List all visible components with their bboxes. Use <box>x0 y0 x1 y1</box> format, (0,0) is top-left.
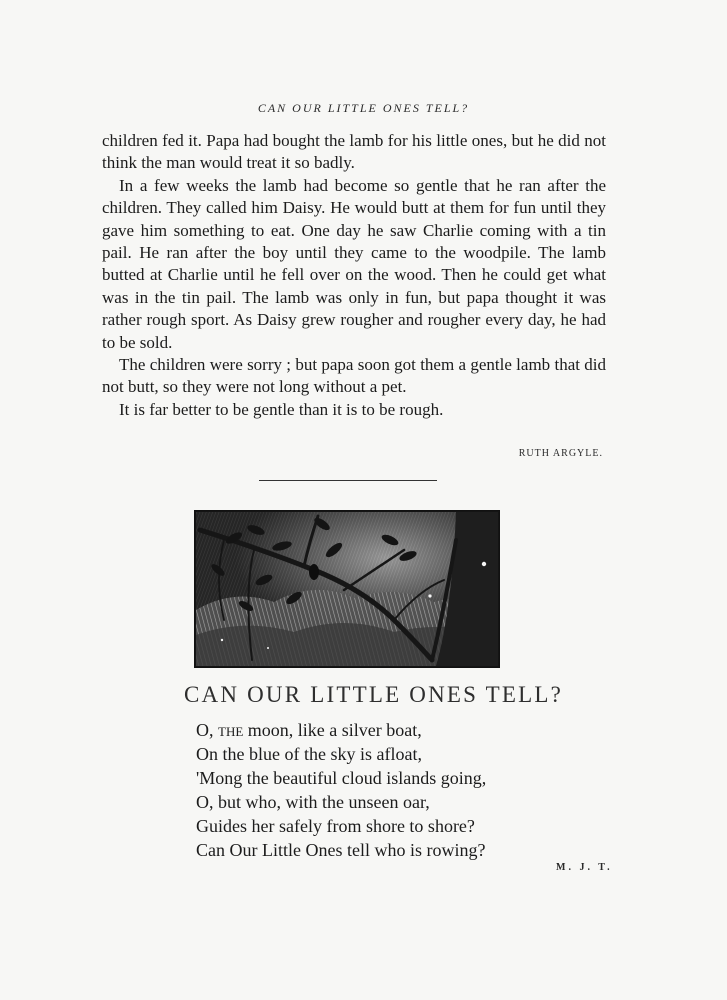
poem-stanza <box>196 718 486 862</box>
poem-signature: M. J. T. <box>556 862 613 873</box>
poem-line-opening: O, <box>196 720 218 740</box>
story-paragraph: The children were sorry ; but papa soon got them a gentle lamb that did not butt, so they were not long without a pet. <box>102 355 606 397</box>
poem-line: Can Our Little Ones tell who is rowing? <box>196 840 486 860</box>
poem-line: 'Mong the beautiful cloud islands going, <box>196 768 487 788</box>
poem-title: CAN OUR LITTLE ONES TELL? <box>184 682 564 707</box>
running-head: CAN OUR LITTLE ONES TELL? <box>257 101 470 115</box>
story-paragraph: In a few weeks the lamb had become so gentle that he ran after the children. They called him Daisy. He would butt at them for fun until they gave him something to eat. One day he saw Charlie coming with a tin pail. He ran after the boy until they came to the woodpile. The lamb butted at Charlie until he fell over on the wood. Then he could get what was in the tin pail. The lamb was only in fun, but papa thought it was rather rough sport. As Daisy grew rougher and rougher every day, he had to be sold. <box>102 175 606 352</box>
poem-line: O, but who, with the unseen oar, <box>196 792 430 812</box>
story-text <box>102 130 606 421</box>
story-paragraph: It is far better to be gentle than it is to be rough. <box>119 399 444 419</box>
story-paragraph: children fed it. Papa had bought the lamb for his little ones, but he did not think the man would treat it so badly. <box>102 131 606 173</box>
story-author: RUTH ARGYLE. <box>518 448 603 459</box>
poem-line-rest: moon, like a silver boat, <box>243 720 422 740</box>
poem-line <box>196 718 486 742</box>
poem-line: Guides her safely from shore to shore? <box>196 816 475 836</box>
moonlit-night-engraving-icon <box>194 510 500 668</box>
section-divider <box>259 480 437 481</box>
poem-line: On the blue of the sky is afloat, <box>196 744 422 764</box>
poem-line-smallcaps: the <box>218 720 244 740</box>
